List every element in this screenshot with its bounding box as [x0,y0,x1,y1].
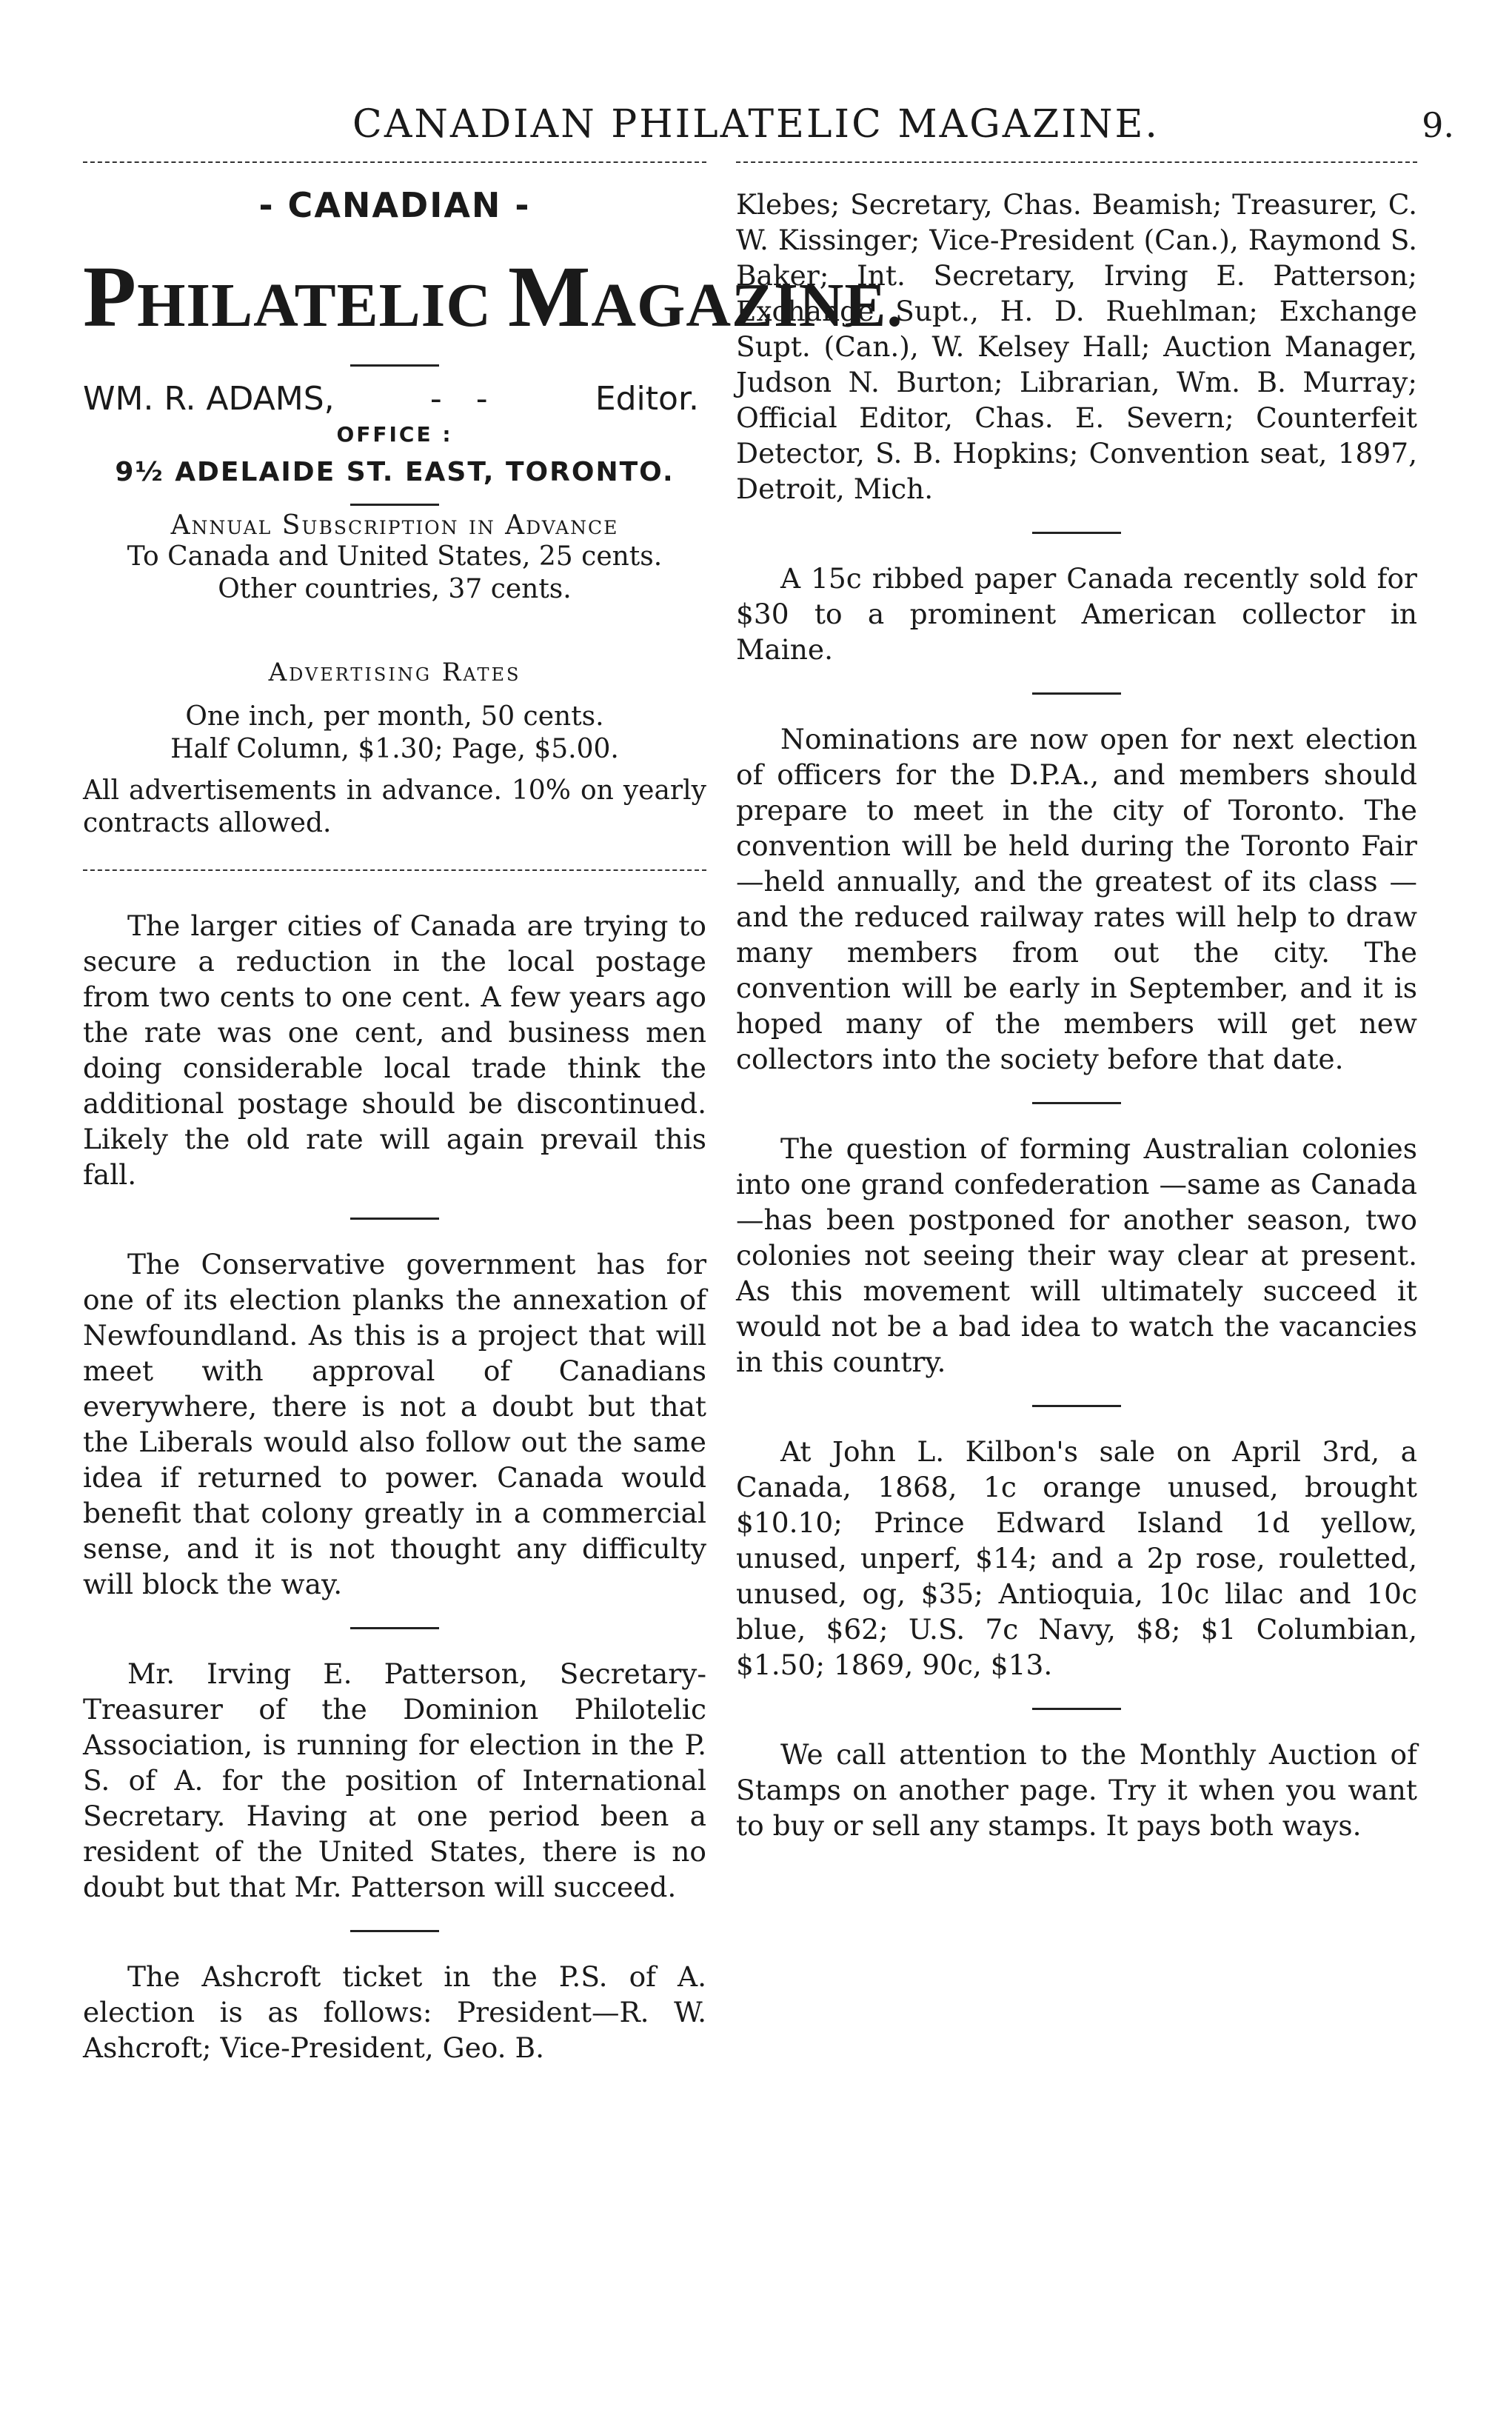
separator-rule [350,1218,439,1220]
address-rule [350,504,439,506]
article-paragraph: The question of forming Australian colonies into one grand confederation —same as Canada—has been postponed for another season, two colonies not seeing their way clear at present. As this movement will ultimately succeed it would not be a bad idea to watch the vacancies in this country. [736,1132,1417,1378]
article-paragraph: The larger cities of Canada are trying to secure a reduction in the local postage from two cents to one cent. A few years ago the rate was one cent, and business men doing considerable local trade think the additional postage should be discontinued. Likely the old rate will again prevail this fall. [83,909,706,1191]
editor-name: WM. R. ADAMS, [83,380,335,418]
masthead-title-initial-p: P [83,248,138,345]
separator-rule [1032,1102,1121,1104]
masthead-title-rest-1: HILATELIC [137,271,492,340]
separator-rule [1032,1405,1121,1407]
separator-rule [1032,692,1121,695]
article-paragraph: A 15c ribbed paper Canada recently sold for $30 to a prominent American collector in Maine. [736,562,1417,666]
office-label: OFFICE : [336,422,453,447]
continued-paragraph: Klebes; Secretary, Chas. Beamish; Treasurer, C. W. Kissinger; Vice-President (Can.), Raymond S. Baker; Int. Secretary, Irving E. Patterson; Exchange Supt., H. D. Ruehlman; Exchange Supt. (Can.), W. Kelsey Hall; Auction Manager, Judson N. Burton; Librarian, Wm. B. Murray; Official Editor, Chas. E. Severn; Counterfeit Detector, S. B. Hopkins; Convention seat, 1897, Detroit, Mich. [736,188,1417,505]
subscription-line: To Canada and United States, 25 cents. [127,541,663,572]
header-rule-right [736,161,1417,163]
separator-rule [350,1627,439,1629]
subscription-heading: Annual Subscription in Advance [170,510,619,541]
advertising-terms: All advertisements in advance. 10% on yearly contracts allowed. [83,775,706,838]
masthead-title [83,248,903,345]
article-paragraph: Mr. Irving E. Patterson, Secretary-Treasurer of the Dominion Philotelic Association, is running for election in the P. S. of A. for the position of International Secretary. Having at one period been a resident of the United States, there is no doubt but that Mr. Patterson will succeed. [83,1657,706,1903]
header-rule-left [83,161,706,163]
masthead-title-rest-2: AGAZINE. [591,271,903,340]
editor-dashes: - - [429,380,500,418]
left-column [83,178,903,2065]
article-paragraph: At John L. Kilbon's sale on April 3rd, a Canada, 1868, 1c orange unused, brought $10.10; Prince Edward Island 1d yellow, unused, unperf, $14; and a 2p rose, rouletted, unused, og, $35; Antioquia, 10c lilac and 10c blue, $62; U.S. 7c Navy, $8; $1 Columbian, $1.50; 1869, 90c, $13. [736,1435,1417,1681]
separator-rule [1032,532,1121,534]
separator-rule [1032,1708,1121,1710]
separator-rule [350,1930,439,1932]
article-paragraph: We call attention to the Monthly Auction of Stamps on another page. Try it when you want to buy or sell any stamps. It pays both ways. [736,1738,1417,1842]
masthead-title-initial-m: M [508,248,592,345]
office-address: 9½ ADELAIDE ST. EAST, TORONTO. [115,457,675,487]
editor-role: Editor. [595,380,699,418]
editor-line [83,380,706,418]
masthead-kicker: - CANADIAN - [258,185,531,225]
advertising-heading: Advertising Rates [268,658,521,687]
article-paragraph: Nominations are now open for next election of officers for the D.P.A., and members should prepare to meet in the city of Toronto. The convention will be held during the Toronto Fair—held annually, and the greatest of its class —and the reduced railway rates will help to draw many members from out the city. The convention will be early in September, and it is hoped many of the members will get new collectors into the society before that date. [736,723,1417,1075]
subscription-line: Other countries, 37 cents. [218,574,572,604]
masthead [83,185,903,840]
article-paragraph: The Conservative government has for one of its election planks the annexation of Newfoundland. As this is a project that will meet with approval of Canadians everywhere, there is not a doubt but that the Liberals would also follow out the same idea if returned to power. Canada would benefit that colony greatly in a commercial sense, and it is not thought any difficulty will block the way. [83,1248,706,1600]
page-number: 9. [1422,105,1454,145]
advertising-line: One inch, per month, 50 cents. [185,701,604,732]
running-head-title: CANADIAN PHILATELIC MAGAZINE. [352,102,1160,147]
right-column [736,187,1417,1843]
masthead-bottom-rule [83,869,706,871]
running-head [0,102,1512,154]
advertising-line: Half Column, $1.30; Page, $5.00. [170,734,619,764]
masthead-rule [350,364,439,367]
article-paragraph: The Ashcroft ticket in the P.S. of A. election is as follows: President—R. W. Ashcroft; Vice-President, Geo. B. [83,1960,706,2064]
